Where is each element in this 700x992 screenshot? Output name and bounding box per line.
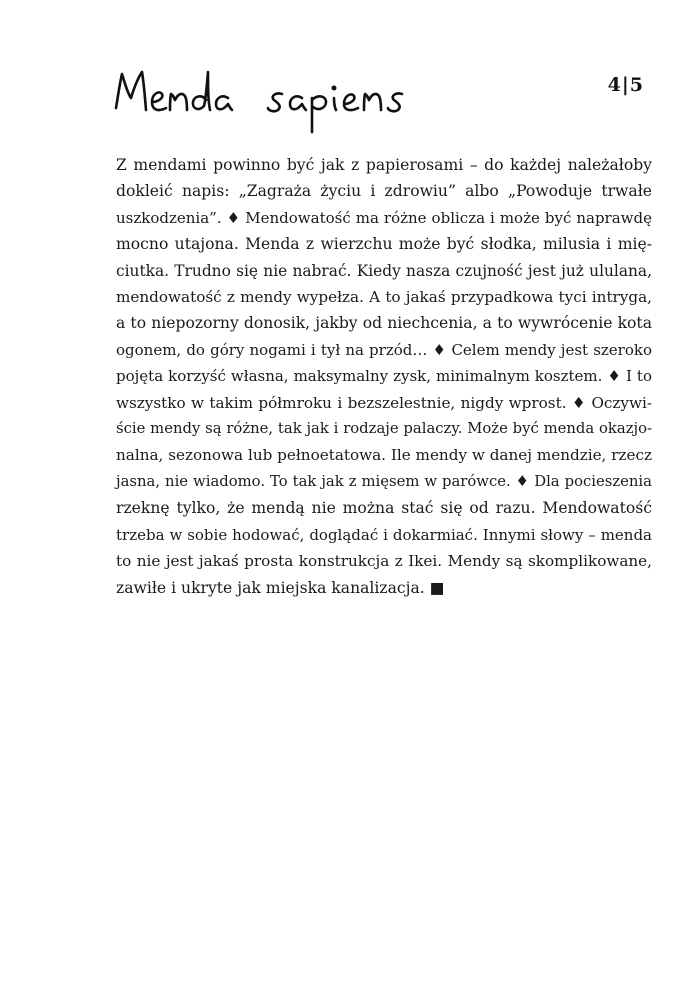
text-line: nalna, sezonowa lub pełnoetatowa. Ile mendy w danej mendzie, rzecz: [116, 446, 652, 465]
text-line: mocno utajona. Menda z wierzchu może być słodka, milusia i mię-: [116, 235, 652, 254]
text-line: wszystko w takim półmroku i bezszelestnie, nigdy wprost. ♦ Oczywi-: [116, 393, 652, 412]
text-line: pojęta korzyść własna, maksymalny zysk, minimalnym kosztem. ♦ I to: [116, 367, 652, 386]
text-line: jasna, nie wiadomo. To tak jak z mięsem w parówce. ♦ Dla pocieszenia: [116, 472, 652, 490]
text-line: a to niepozorny donosik, jakby od niechcenia, a to wywrócenie kota: [116, 314, 652, 333]
text-line: to nie jest jakaś prosta konstrukcja z Ikei. Mendy są skomplikowane,: [116, 552, 652, 571]
text-line: mendowatość z mendy wypełza. A to jakaś przypadkowa tyci intryga,: [116, 288, 652, 307]
handwritten-title: [112, 58, 452, 138]
handwritten-title-drawing: [112, 58, 452, 138]
text-line: uszkodzenia”. ♦ Mendowatość ma różne oblicza i może być naprawdę: [116, 208, 652, 227]
text-line: ciutka. Trudno się nie nabrać. Kiedy nasza czujność jest już ululana,: [116, 261, 652, 280]
body-text: [116, 152, 652, 601]
text-line: trzeba w sobie hodować, doglądać i dokarmiać. Innymi słowy – menda: [116, 525, 652, 544]
text-line-last: zawiłe i ukryte jak miejska kanalizacja. ■: [116, 578, 445, 597]
text-line: ogonem, do góry nogami i tył na przód… ♦ Celem mendy jest szeroko: [116, 340, 652, 359]
page-number: 4|5: [607, 74, 644, 96]
text-line: Z mendami powinno być jak z papierosami – do każdej należałoby: [116, 156, 652, 174]
text-line: rzeknę tylko, że mendą nie można stać się od razu. Mendowatość: [116, 499, 652, 518]
text-line: ście mendy są różne, tak jak i rodzaje palaczy. Może być menda okazjo-: [116, 420, 652, 438]
text-line: dokleić napis: „Zagraża życiu i zdrowiu” albo „Powoduje trwałe: [116, 182, 652, 201]
